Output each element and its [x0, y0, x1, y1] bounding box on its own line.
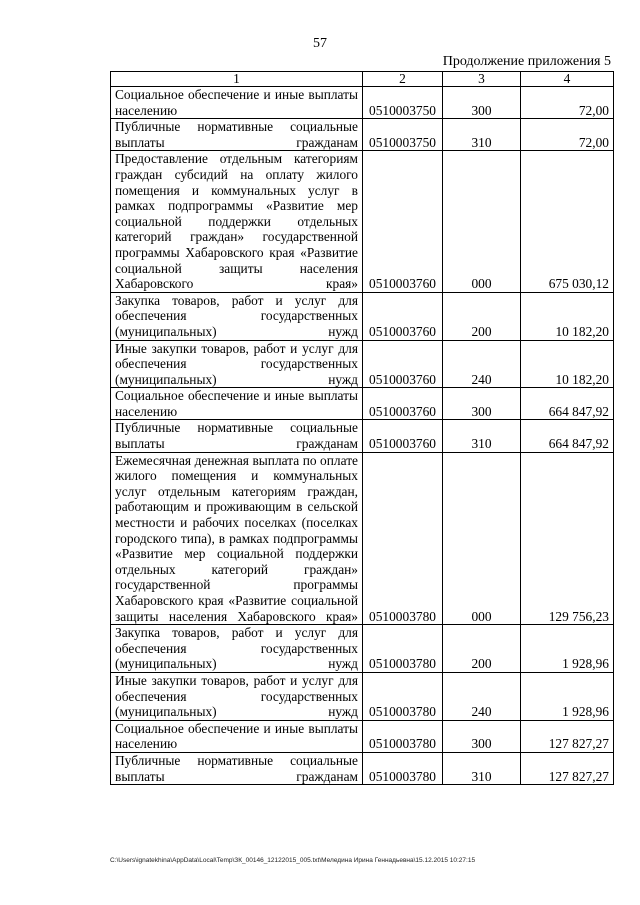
- row-target-code: 0510003750: [363, 119, 443, 151]
- row-amount: 1 928,96: [521, 625, 614, 673]
- row-description: Публичные нормативные социальные выплаты гражданам: [111, 119, 363, 151]
- continuation-label: Продолжение приложения 5: [442, 54, 611, 69]
- row-amount: 664 847,92: [521, 420, 614, 452]
- row-expense-type: 000: [443, 452, 521, 625]
- row-amount: 664 847,92: [521, 388, 614, 420]
- row-target-code: 0510003780: [363, 672, 443, 720]
- row-expense-type: 300: [443, 720, 521, 752]
- row-target-code: 0510003780: [363, 625, 443, 673]
- table-row: [111, 119, 614, 151]
- row-amount: 72,00: [521, 119, 614, 151]
- row-description: Закупка товаров, работ и услуг для обеспечения государственных (муниципальных) нужд: [111, 292, 363, 340]
- budget-table: [110, 71, 614, 785]
- row-expense-type: 310: [443, 119, 521, 151]
- row-description: Социальное обеспечение и иные выплаты населению: [111, 720, 363, 752]
- row-description: Предоставление отдельным категориям граждан субсидий на оплату жилого помещения и коммунальных услуг в рамках подпрограммы «Развитие мер социальной поддержки отдельных категорий граждан» государственной программы Хабаровского края «Развитие социальной защиты населения Хабаровского края»: [111, 151, 363, 292]
- row-target-code: 0510003780: [363, 720, 443, 752]
- row-expense-type: 300: [443, 87, 521, 119]
- row-target-code: 0510003780: [363, 452, 443, 625]
- row-target-code: 0510003760: [363, 292, 443, 340]
- row-expense-type: 200: [443, 292, 521, 340]
- table-row: [111, 340, 614, 388]
- row-description: Публичные нормативные социальные выплаты гражданам: [111, 752, 363, 784]
- column-header-3: 3: [443, 72, 521, 87]
- row-amount: 127 827,27: [521, 752, 614, 784]
- column-header-4: 4: [521, 72, 614, 87]
- row-amount: 1 928,96: [521, 672, 614, 720]
- row-amount: 127 827,27: [521, 720, 614, 752]
- table-row: [111, 151, 614, 292]
- row-target-code: 0510003760: [363, 420, 443, 452]
- column-header-2: 2: [363, 72, 443, 87]
- row-target-code: 0510003760: [363, 388, 443, 420]
- table-row: [111, 672, 614, 720]
- row-amount: 10 182,20: [521, 292, 614, 340]
- row-target-code: 0510003780: [363, 752, 443, 784]
- row-description: Иные закупки товаров, работ и услуг для обеспечения государственных (муниципальных) нужд: [111, 340, 363, 388]
- row-expense-type: 310: [443, 420, 521, 452]
- row-description: Закупка товаров, работ и услуг для обеспечения государственных (муниципальных) нужд: [111, 625, 363, 673]
- table-row: [111, 420, 614, 452]
- table-row: [111, 720, 614, 752]
- row-target-code: 0510003750: [363, 87, 443, 119]
- table-row: [111, 388, 614, 420]
- row-amount: 129 756,23: [521, 452, 614, 625]
- row-description: Иные закупки товаров, работ и услуг для обеспечения государственных (муниципальных) нужд: [111, 672, 363, 720]
- row-amount: 10 182,20: [521, 340, 614, 388]
- row-description: Социальное обеспечение и иные выплаты населению: [111, 388, 363, 420]
- row-expense-type: 000: [443, 151, 521, 292]
- row-expense-type: 200: [443, 625, 521, 673]
- file-path-footer: C:\Users\ignatekhina\AppData\Local\Temp\ЗК_00146_12122015_005.txt\Меледина Ирина Геннадьевна\15.12.2015 10:27:15: [110, 857, 476, 864]
- row-target-code: 0510003760: [363, 340, 443, 388]
- row-expense-type: 300: [443, 388, 521, 420]
- table-row: [111, 452, 614, 625]
- table-row: [111, 625, 614, 673]
- page-number: 57: [313, 36, 327, 51]
- row-description: Публичные нормативные социальные выплаты гражданам: [111, 420, 363, 452]
- column-header-1: 1: [111, 72, 363, 87]
- row-target-code: 0510003760: [363, 151, 443, 292]
- row-amount: 72,00: [521, 87, 614, 119]
- row-description: Ежемесячная денежная выплата по оплате жилого помещения и коммунальных услуг отдельным категориям граждан, работающим и проживающим в сельской местности и рабочих поселках (поселках городского типа), в рамках подпрограммы «Развитие мер социальной поддержки отдельных категорий граждан» государственной программы Хабаровского края «Развитие социальной защиты населения Хабаровского края»: [111, 452, 363, 625]
- row-expense-type: 310: [443, 752, 521, 784]
- row-amount: 675 030,12: [521, 151, 614, 292]
- row-expense-type: 240: [443, 340, 521, 388]
- row-expense-type: 240: [443, 672, 521, 720]
- header-row: [111, 72, 614, 87]
- table-row: [111, 752, 614, 784]
- table-row: [111, 87, 614, 119]
- table-row: [111, 292, 614, 340]
- row-description: Социальное обеспечение и иные выплаты населению: [111, 87, 363, 119]
